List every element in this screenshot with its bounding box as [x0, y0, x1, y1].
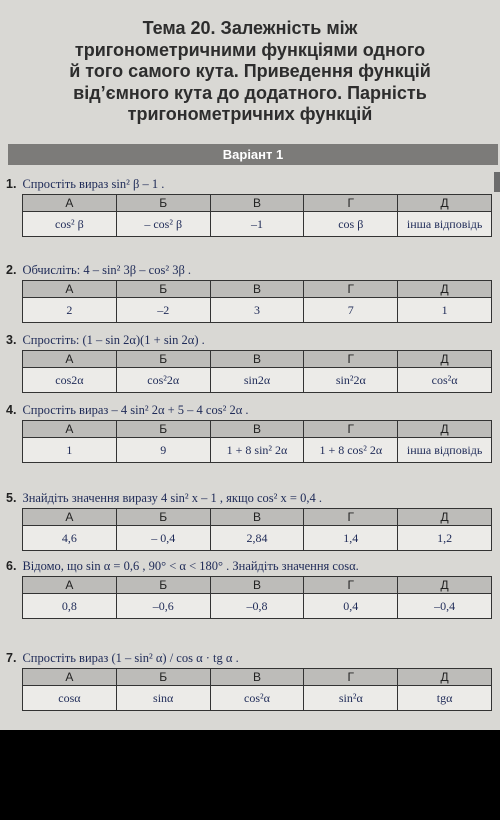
answer-cell[interactable]: 0,8: [23, 594, 117, 619]
option-letter[interactable]: В: [210, 509, 304, 526]
task-3: [6, 332, 500, 393]
answer-values-row: [23, 298, 492, 323]
option-letter[interactable]: Д: [398, 281, 492, 298]
answer-cell[interactable]: cosα: [23, 686, 117, 711]
answer-options-row: [23, 195, 492, 212]
task-question: [6, 402, 500, 420]
answer-cell[interactable]: – cos² β: [116, 212, 210, 237]
answer-cell[interactable]: sin²2α: [304, 368, 398, 393]
task-number: 7.: [6, 651, 17, 665]
task-number: 5.: [6, 491, 17, 505]
variant-header: Варіант 1: [8, 144, 498, 165]
title-line: тригонометричних функцій: [127, 104, 373, 124]
answer-cell[interactable]: 1: [23, 438, 117, 463]
answer-cell[interactable]: sin2α: [210, 368, 304, 393]
option-letter[interactable]: Б: [116, 509, 210, 526]
option-letter[interactable]: А: [23, 509, 117, 526]
task-question: [6, 490, 500, 508]
answer-cell[interactable]: інша відповідь: [398, 438, 492, 463]
answer-options-row: [23, 577, 492, 594]
option-letter[interactable]: А: [23, 281, 117, 298]
task-number: 2.: [6, 263, 17, 277]
task-7: [6, 650, 500, 711]
task-number: 3.: [6, 333, 17, 347]
option-letter[interactable]: Б: [116, 577, 210, 594]
option-letter[interactable]: Б: [116, 351, 210, 368]
option-letter[interactable]: А: [23, 351, 117, 368]
answer-options-row: [23, 421, 492, 438]
option-letter[interactable]: Г: [304, 281, 398, 298]
answer-table: [22, 576, 492, 619]
answer-cell[interactable]: sin²α: [304, 686, 398, 711]
option-letter[interactable]: Д: [398, 195, 492, 212]
option-letter[interactable]: В: [210, 669, 304, 686]
task-text: Знайдіть значення виразу 4 sin² x – 1 , якщо cos² x = 0,4 .: [22, 491, 322, 505]
option-letter[interactable]: Г: [304, 421, 398, 438]
task-5: [6, 490, 500, 551]
option-letter[interactable]: В: [210, 195, 304, 212]
option-letter[interactable]: Г: [304, 509, 398, 526]
option-letter[interactable]: Г: [304, 669, 398, 686]
task-question: [6, 332, 500, 350]
option-letter[interactable]: В: [210, 351, 304, 368]
answer-table: [22, 508, 492, 551]
answer-cell[interactable]: cos²α: [210, 686, 304, 711]
task-number: 1.: [6, 177, 17, 191]
answer-options-row: [23, 351, 492, 368]
option-letter[interactable]: В: [210, 421, 304, 438]
answer-cell[interactable]: cos²2α: [116, 368, 210, 393]
title-line: й того самого кута. Приведення функцій: [69, 61, 431, 81]
answer-cell[interactable]: 1 + 8 cos² 2α: [304, 438, 398, 463]
answer-values-row: [23, 212, 492, 237]
answer-cell[interactable]: –1: [210, 212, 304, 237]
answer-cell[interactable]: cos2α: [23, 368, 117, 393]
option-letter[interactable]: В: [210, 281, 304, 298]
task-question: [6, 176, 500, 194]
option-letter[interactable]: Г: [304, 577, 398, 594]
answer-cell[interactable]: 1: [398, 298, 492, 323]
answer-options-row: [23, 281, 492, 298]
answer-values-row: [23, 526, 492, 551]
answer-values-row: [23, 438, 492, 463]
task-text: Спростіть: (1 – sin 2α)(1 + sin 2α) .: [22, 333, 205, 347]
task-question: [6, 558, 500, 576]
option-letter[interactable]: В: [210, 577, 304, 594]
task-2: [6, 262, 500, 323]
task-4: [6, 402, 500, 463]
title-line: від’ємного кута до додатного. Парність: [73, 82, 427, 103]
answer-values-row: [23, 594, 492, 619]
answer-cell[interactable]: 7: [304, 298, 398, 323]
option-letter[interactable]: Б: [116, 281, 210, 298]
answer-values-row: [23, 686, 492, 711]
answer-table: [22, 194, 492, 237]
answer-cell[interactable]: cos² β: [23, 212, 117, 237]
answer-cell[interactable]: 4,6: [23, 526, 117, 551]
answer-cell[interactable]: 1,4: [304, 526, 398, 551]
answer-table: [22, 350, 492, 393]
answer-cell[interactable]: sinα: [116, 686, 210, 711]
option-letter[interactable]: А: [23, 577, 117, 594]
option-letter[interactable]: Д: [398, 669, 492, 686]
answer-cell[interactable]: 3: [210, 298, 304, 323]
task-question: [6, 650, 500, 668]
option-letter[interactable]: А: [23, 421, 117, 438]
task-text: Відомо, що sin α = 0,6 , 90° < α < 180° . Знайдіть значення cosα.: [22, 559, 359, 573]
answer-cell[interactable]: інша відповідь: [398, 212, 492, 237]
answer-cell[interactable]: 1,2: [398, 526, 492, 551]
answer-cell[interactable]: –2: [116, 298, 210, 323]
task-1: [6, 176, 500, 237]
option-letter[interactable]: Б: [116, 421, 210, 438]
answer-cell[interactable]: 0,4: [304, 594, 398, 619]
task-6: [6, 558, 500, 619]
title-line: Тема 20. Залежність між: [142, 18, 358, 38]
answer-cell[interactable]: 9: [116, 438, 210, 463]
answer-cell[interactable]: 2: [23, 298, 117, 323]
answer-options-row: [23, 669, 492, 686]
title-line: тригонометричними функціями одного: [74, 39, 426, 60]
answer-table: [22, 280, 492, 323]
answer-table: [22, 668, 492, 711]
answer-cell[interactable]: –0,8: [210, 594, 304, 619]
answer-cell[interactable]: –0,6: [116, 594, 210, 619]
option-letter[interactable]: Г: [304, 195, 398, 212]
option-letter[interactable]: А: [23, 669, 117, 686]
answer-cell[interactable]: – 0,4: [116, 526, 210, 551]
task-number: 4.: [6, 403, 17, 417]
answer-values-row: [23, 368, 492, 393]
answer-cell[interactable]: 1 + 8 sin² 2α: [210, 438, 304, 463]
answer-options-row: [23, 509, 492, 526]
answer-cell[interactable]: –0,4: [398, 594, 492, 619]
option-letter[interactable]: Б: [116, 195, 210, 212]
option-letter[interactable]: Д: [398, 351, 492, 368]
option-letter[interactable]: Б: [116, 669, 210, 686]
option-letter[interactable]: А: [23, 195, 117, 212]
page-title: [20, 18, 480, 126]
task-text: Обчисліть: 4 – sin² 3β – cos² 3β .: [22, 263, 192, 277]
option-letter[interactable]: Д: [398, 421, 492, 438]
task-text: Спростіть вираз – 4 sin² 2α + 5 – 4 cos² 2α .: [22, 403, 249, 417]
answer-cell[interactable]: cos β: [304, 212, 398, 237]
option-letter[interactable]: Д: [398, 509, 492, 526]
option-letter[interactable]: Г: [304, 351, 398, 368]
task-text: Спростіть вираз (1 – sin² α) / cos α · tg α .: [22, 651, 239, 665]
option-letter[interactable]: Д: [398, 577, 492, 594]
answer-table: [22, 420, 492, 463]
task-text: Спростіть вираз sin² β – 1 .: [22, 177, 165, 191]
answer-cell[interactable]: cos²α: [398, 368, 492, 393]
task-question: [6, 262, 500, 280]
answer-cell[interactable]: tgα: [398, 686, 492, 711]
answer-cell[interactable]: 2,84: [210, 526, 304, 551]
task-number: 6.: [6, 559, 17, 573]
